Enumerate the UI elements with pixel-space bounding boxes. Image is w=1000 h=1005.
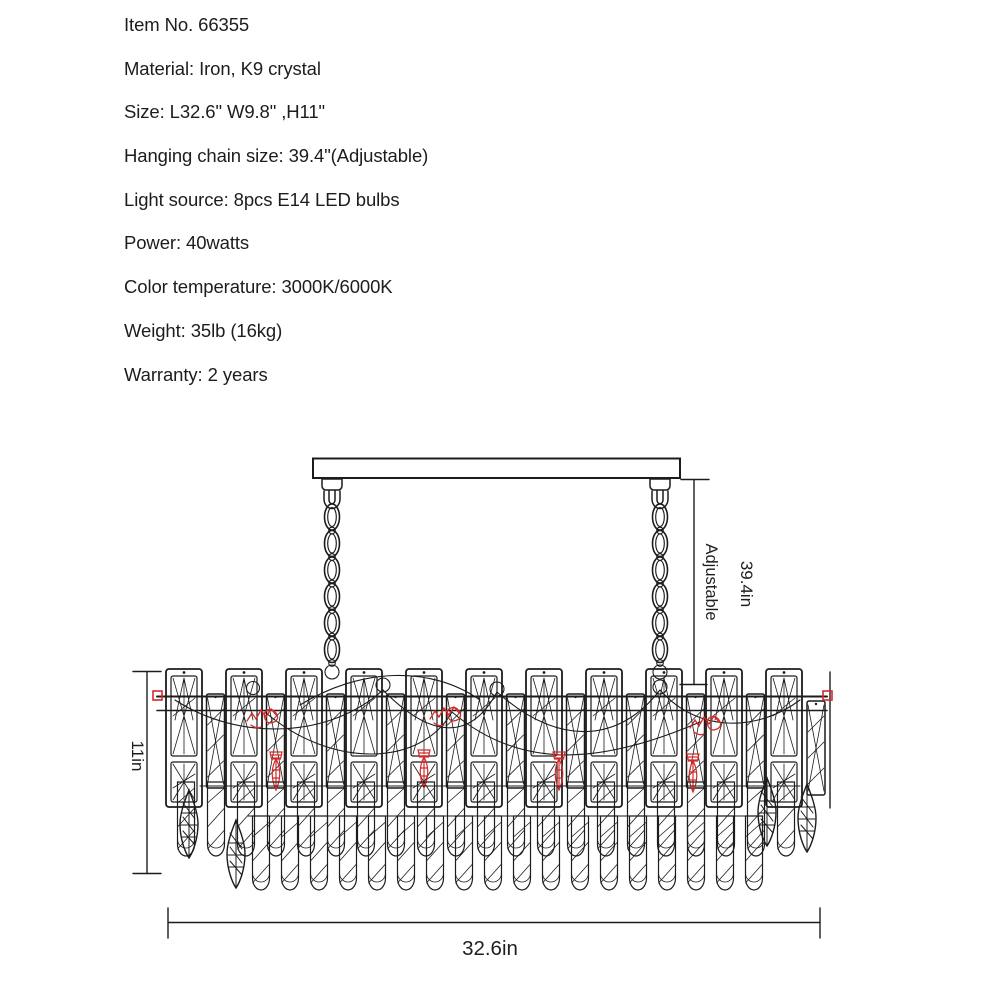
spec-line-power: Power: 40watts [124, 232, 250, 254]
spec-line-size: Size: L32.6" W9.8" ,H11" [124, 101, 326, 123]
hanging-chain-right [650, 479, 670, 679]
spec-line-material: Material: Iron, K9 crystal [124, 57, 321, 79]
spec-line-color-temp: Color temperature: 3000K/6000K [124, 276, 393, 298]
chandelier-diagram [0, 430, 1000, 1005]
chandelier-drawing-svg [0, 430, 1000, 1000]
label-fixture-height: 11in [128, 740, 147, 772]
label-hanging-length: 39.4in [737, 560, 756, 608]
candle-bulb-marker [270, 752, 282, 790]
dimension-fixture-height [128, 672, 161, 874]
spec-text-block [124, 16, 428, 409]
label-adjustable: Adjustable [702, 543, 720, 621]
spec-line-item-no: Item No. 66355 [124, 14, 250, 35]
dimension-hanging-height [680, 480, 756, 685]
label-fixture-length: 32.6in [462, 937, 518, 960]
spec-line-weight: Weight: 35lb (16kg) [124, 319, 283, 341]
spec-line-chain-size: Hanging chain size: 39.4"(Adjustable) [124, 145, 429, 167]
dimension-fixture-length [168, 908, 820, 960]
chain-links [325, 504, 340, 679]
spec-line-light-source: Light source: 8pcs E14 LED bulbs [124, 188, 400, 210]
chain-links [653, 504, 668, 679]
hanging-chain-left [322, 479, 342, 679]
ceiling-mount-bar [313, 459, 680, 479]
spec-line-warranty: Warranty: 2 years [124, 363, 268, 385]
